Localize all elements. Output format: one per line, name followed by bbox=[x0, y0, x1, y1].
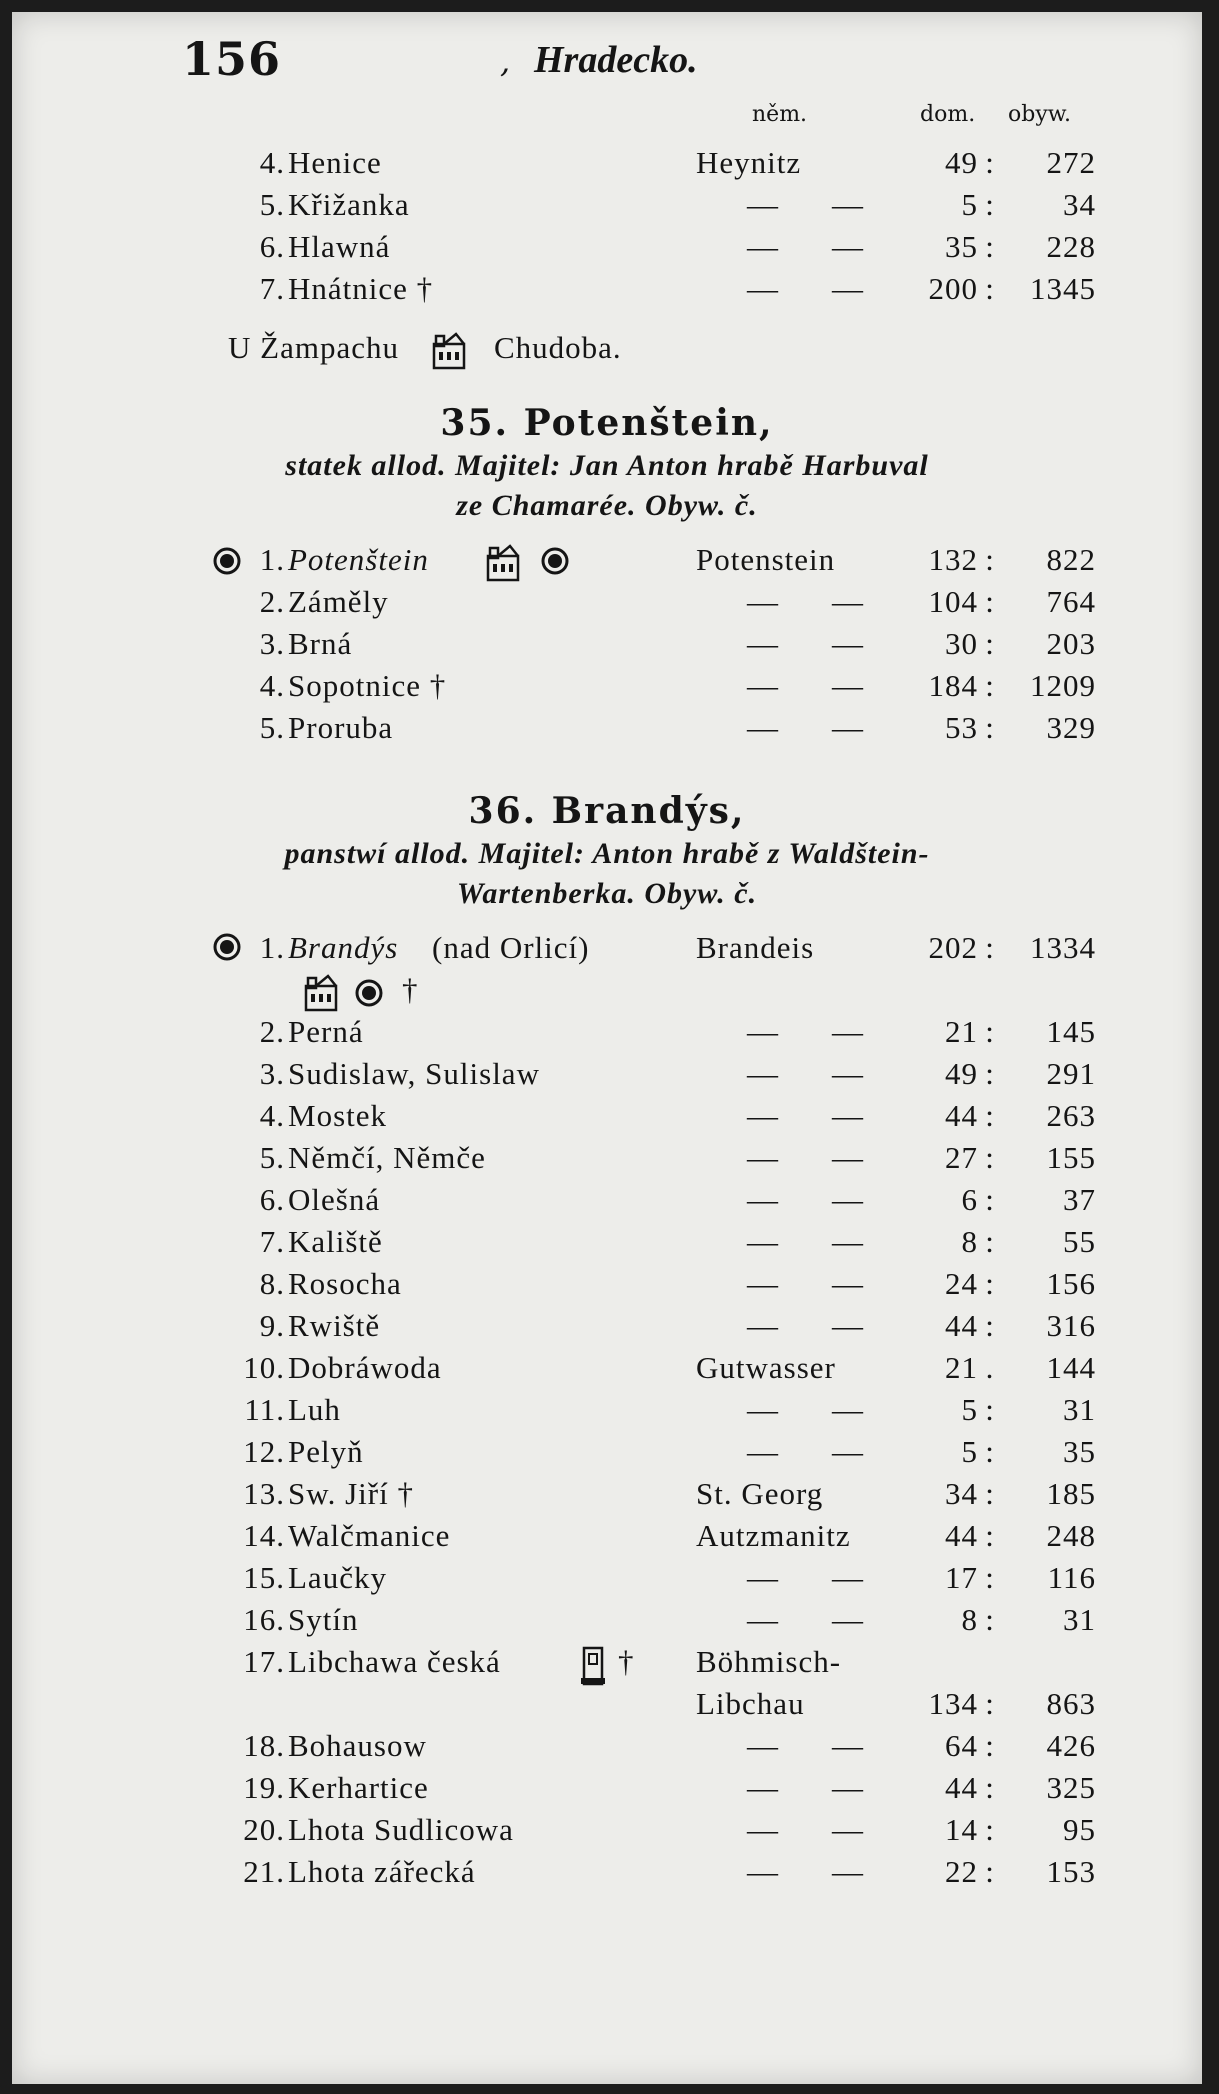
house-count: 44 bbox=[945, 1098, 978, 1133]
place-name: Brná bbox=[288, 626, 353, 661]
house-count: 27 bbox=[945, 1140, 978, 1175]
row-number: 17. bbox=[243, 1644, 285, 1679]
table-row: 3. Sudislaw, Sulislaw — — 49 291 : bbox=[12, 1056, 1202, 1096]
row-number: 21. bbox=[243, 1854, 285, 1889]
place-name: Dobráwoda bbox=[288, 1350, 442, 1385]
row-number: 12. bbox=[243, 1434, 285, 1469]
ditto-mark: — bbox=[832, 1434, 864, 1469]
population: 145 bbox=[1046, 1014, 1096, 1049]
row-number: 9. bbox=[259, 1308, 285, 1343]
population: 153 bbox=[1046, 1854, 1096, 1889]
castle-icon bbox=[484, 542, 522, 590]
place-name: Proruba bbox=[288, 710, 394, 745]
row-number: 15. bbox=[243, 1560, 285, 1595]
row-number: 3. bbox=[259, 626, 285, 661]
ditto-mark: — bbox=[747, 1728, 779, 1763]
table-row: 7. Hnátnice † — — 200 1345 : bbox=[12, 271, 1202, 311]
place-name: Brandýs bbox=[288, 930, 399, 965]
place-name: Sudislaw, Sulislaw bbox=[288, 1056, 540, 1091]
house-count: 14 bbox=[945, 1812, 978, 1847]
population: 34 bbox=[1063, 187, 1096, 222]
table-row: 2. Perná — — 21 145 : bbox=[12, 1014, 1202, 1054]
house-count: 8 bbox=[961, 1224, 978, 1259]
book-page bbox=[12, 12, 1202, 2084]
ditto-mark: — bbox=[747, 1854, 779, 1889]
place-name: Mostek bbox=[288, 1098, 387, 1133]
row-number: 1. bbox=[259, 930, 285, 965]
ditto-mark: — bbox=[832, 1182, 864, 1217]
population: 37 bbox=[1063, 1182, 1096, 1217]
table-row: 11. Luh — — 5 31 : bbox=[12, 1392, 1202, 1432]
row-number: 4. bbox=[259, 1098, 285, 1133]
ditto-mark: — bbox=[747, 1098, 779, 1133]
population: 325 bbox=[1046, 1770, 1096, 1805]
german-name: Heynitz bbox=[696, 145, 802, 180]
section-36-title: 36. Brandýs, bbox=[468, 790, 746, 832]
population: 1334 bbox=[1030, 930, 1096, 965]
table-row: 4. Henice Heynitz 49 272 : bbox=[12, 145, 1202, 185]
ditto-mark: — bbox=[832, 1140, 864, 1175]
table-row: 14. Walčmanice Autzmanitz 44 248 : bbox=[12, 1518, 1202, 1558]
ditto-mark: — bbox=[832, 1392, 864, 1427]
house-count: 200 bbox=[928, 271, 978, 306]
house-count: 104 bbox=[928, 584, 978, 619]
column-head-houses: dom. bbox=[920, 102, 976, 127]
row-number: 8. bbox=[259, 1266, 285, 1301]
ditto-mark: — bbox=[747, 1812, 779, 1847]
section-36-desc-line1: panstwí allod. Majitel: Anton hrabě z Waldštein- bbox=[284, 837, 930, 870]
house-count: 134 bbox=[928, 1686, 978, 1721]
ditto-mark: — bbox=[747, 1014, 779, 1049]
table-row: 5. Křižanka — — 5 34 : bbox=[12, 187, 1202, 227]
house-count: 44 bbox=[945, 1770, 978, 1805]
row-number: 1. bbox=[259, 542, 285, 577]
house-count: 49 bbox=[945, 145, 978, 180]
place-name: Křižanka bbox=[288, 187, 410, 222]
ditto-mark: — bbox=[747, 710, 779, 745]
house-count: 44 bbox=[945, 1518, 978, 1553]
row-number: 19. bbox=[243, 1770, 285, 1805]
table-row: 15. Laučky — — 17 116 : bbox=[12, 1560, 1202, 1600]
row-number: 14. bbox=[243, 1518, 285, 1553]
house-count: 17 bbox=[945, 1560, 978, 1595]
ditto-mark: — bbox=[747, 187, 779, 222]
row-number: 7. bbox=[259, 271, 285, 306]
population: 55 bbox=[1063, 1224, 1096, 1259]
place-name: Walčmanice bbox=[288, 1518, 451, 1553]
ditto-mark: — bbox=[832, 1602, 864, 1637]
zampach-note bbox=[12, 330, 1202, 370]
row-number: 5. bbox=[259, 1140, 285, 1175]
ditto-mark: — bbox=[832, 1728, 864, 1763]
ditto-mark: — bbox=[747, 229, 779, 264]
table-row bbox=[12, 1350, 1202, 1390]
population: 35 bbox=[1063, 1434, 1096, 1469]
house-count: 44 bbox=[945, 1308, 978, 1343]
house-count: 202 bbox=[928, 930, 978, 965]
population: 116 bbox=[1047, 1560, 1096, 1595]
house-count: 8 bbox=[961, 1602, 978, 1637]
population: 95 bbox=[1063, 1812, 1096, 1847]
population: 144 bbox=[1046, 1350, 1096, 1385]
population: 329 bbox=[1046, 710, 1096, 745]
population: 316 bbox=[1046, 1308, 1096, 1343]
ditto-mark: — bbox=[832, 1770, 864, 1805]
ditto-mark: — bbox=[747, 584, 779, 619]
table-row: 4. Mostek — — 44 263 : bbox=[12, 1098, 1202, 1138]
place-name: Sopotnice † bbox=[288, 668, 447, 703]
population: 31 bbox=[1063, 1392, 1096, 1427]
german-name: Libchau bbox=[696, 1686, 805, 1721]
table-row: 18. Bohausow — — 64 426 : bbox=[12, 1728, 1202, 1768]
row-number: 18. bbox=[243, 1728, 285, 1763]
population: 203 bbox=[1046, 626, 1096, 661]
german-name: Brandeis bbox=[696, 930, 815, 965]
ditto-mark: — bbox=[747, 1602, 779, 1637]
castle-icon bbox=[430, 330, 468, 378]
place-name: Kaliště bbox=[288, 1224, 383, 1259]
ditto-mark: — bbox=[832, 271, 864, 306]
castle-icon bbox=[302, 972, 340, 1020]
table-row: 16. Sytín — — 8 31 : bbox=[12, 1602, 1202, 1642]
table-row: 3. Brná — — 30 203 : bbox=[12, 626, 1202, 666]
note-prefix: U Žampachu bbox=[228, 330, 399, 365]
table-row: 7. Kaliště — — 8 55 : bbox=[12, 1224, 1202, 1264]
table-row: 1. Potenštein Potenstein 132 822 : bbox=[12, 542, 1202, 582]
place-name-suffix: (nad Orlicí) bbox=[432, 930, 590, 965]
house-count: 132 bbox=[928, 542, 978, 577]
house-count: 21 bbox=[945, 1014, 978, 1049]
ditto-mark: — bbox=[832, 1812, 864, 1847]
ditto-mark: — bbox=[832, 229, 864, 264]
place-name: Kerhartice bbox=[288, 1770, 429, 1805]
ditto-mark: — bbox=[832, 1056, 864, 1091]
house-count: 24 bbox=[945, 1266, 978, 1301]
row-number: 13. bbox=[243, 1476, 285, 1511]
separator: . bbox=[985, 1350, 995, 1385]
ditto-mark: — bbox=[747, 1560, 779, 1595]
row-number: 20. bbox=[243, 1812, 285, 1847]
house-count: 5 bbox=[961, 1392, 978, 1427]
table-row: 4. Sopotnice † — — 184 1209 : bbox=[12, 668, 1202, 708]
table-row: Libchau 134 863 : bbox=[696, 1686, 1096, 1721]
place-name: Sw. Jiří † bbox=[288, 1476, 414, 1511]
population: 822 bbox=[1046, 542, 1096, 577]
ditto-mark: — bbox=[832, 1224, 864, 1259]
table-row: 8. Rosocha — — 24 156 : bbox=[12, 1266, 1202, 1306]
row-number: 10. bbox=[243, 1350, 285, 1385]
table-row bbox=[12, 1644, 1202, 1684]
house-count: 21 bbox=[945, 1350, 978, 1385]
table-row: 6. Olešná — — 6 37 : bbox=[12, 1182, 1202, 1222]
ditto-mark: — bbox=[832, 1854, 864, 1889]
house-count: 34 bbox=[945, 1476, 978, 1511]
ditto-mark: — bbox=[832, 626, 864, 661]
ditto-mark: — bbox=[832, 1560, 864, 1595]
german-name: Potenstein bbox=[696, 542, 836, 577]
table-row: 12. Pelyň — — 5 35 : bbox=[12, 1434, 1202, 1474]
ditto-mark: — bbox=[832, 710, 864, 745]
population: 863 bbox=[1046, 1686, 1096, 1721]
column-head-german: něm. bbox=[752, 102, 808, 127]
ditto-mark: — bbox=[832, 1014, 864, 1049]
place-name: Záměly bbox=[288, 584, 389, 619]
table-row: 1. Brandýs (nad Orlicí) Brandeis 202 : 1334 bbox=[12, 930, 1202, 970]
market-icon bbox=[212, 546, 242, 584]
ditto-mark: — bbox=[832, 584, 864, 619]
church-cross: † bbox=[402, 972, 419, 1007]
row-number: 4. bbox=[259, 145, 285, 180]
ditto-mark: — bbox=[747, 1140, 779, 1175]
church-cross: † bbox=[618, 1644, 635, 1679]
table-row: 13. Sw. Jiří † St. Georg 34 185 : bbox=[12, 1476, 1202, 1516]
ditto-mark: — bbox=[832, 1308, 864, 1343]
ditto-mark: — bbox=[747, 1308, 779, 1343]
row-number: 16. bbox=[243, 1602, 285, 1637]
population: 156 bbox=[1046, 1266, 1096, 1301]
ditto-mark: — bbox=[747, 1392, 779, 1427]
ditto-mark: — bbox=[747, 1056, 779, 1091]
population: 426 bbox=[1046, 1728, 1096, 1763]
section-35-desc-line1: statek allod. Majitel: Jan Anton hrabě Harbuval bbox=[285, 449, 929, 482]
market-icon bbox=[540, 546, 570, 584]
population: 1345 bbox=[1030, 271, 1096, 306]
place-name: Pelyň bbox=[288, 1434, 364, 1469]
place-name: Rwiště bbox=[288, 1308, 381, 1343]
row1-symbols bbox=[12, 972, 1202, 1012]
ditto-mark: — bbox=[832, 187, 864, 222]
population: 228 bbox=[1046, 229, 1096, 264]
row-number: 6. bbox=[259, 1182, 285, 1217]
table-row: 2. Záměly — — 104 764 : bbox=[12, 584, 1202, 624]
market-icon bbox=[354, 978, 384, 1016]
row-number: 2. bbox=[259, 1014, 285, 1049]
population: 263 bbox=[1046, 1098, 1096, 1133]
row-number: 2. bbox=[259, 584, 285, 619]
house-count: 49 bbox=[945, 1056, 978, 1091]
place-name: Sytín bbox=[288, 1602, 359, 1637]
place-name: Libchawa česká bbox=[288, 1644, 501, 1679]
table-row: 20. Lhota Sudlicowa — — 14 95 : bbox=[12, 1812, 1202, 1852]
table-row: 19. Kerhartice — — 44 325 : bbox=[12, 1770, 1202, 1810]
section-36-desc-line2: Wartenberka. Obyw. č. bbox=[456, 877, 758, 910]
ditto-mark: — bbox=[747, 271, 779, 306]
house-count: 30 bbox=[945, 626, 978, 661]
section-35-desc-line2: ze Chamarée. Obyw. č. bbox=[456, 489, 758, 522]
population: 764 bbox=[1046, 584, 1096, 619]
german-name: Autzmanitz bbox=[696, 1518, 851, 1553]
place-name: Bohausow bbox=[288, 1728, 427, 1763]
house-count: 5 bbox=[961, 1434, 978, 1469]
place-name: Němčí, Němče bbox=[288, 1140, 486, 1175]
place-name: Potenštein bbox=[288, 542, 429, 577]
place-name: Perná bbox=[288, 1014, 364, 1049]
house-count: 35 bbox=[945, 229, 978, 264]
german-name: Böhmisch- bbox=[696, 1644, 842, 1679]
population: 31 bbox=[1063, 1602, 1096, 1637]
ditto-mark: — bbox=[747, 1182, 779, 1217]
row-number: 5. bbox=[259, 710, 285, 745]
note-suffix: Chudoba. bbox=[494, 330, 622, 365]
place-name: Lhota Sudlicowa bbox=[288, 1812, 514, 1847]
column-head-inhabitants: obyw. bbox=[1008, 102, 1071, 127]
row-number: 3. bbox=[259, 1056, 285, 1091]
table-row: 5. Proruba — — 53 329 : bbox=[12, 710, 1202, 750]
population: 185 bbox=[1046, 1476, 1096, 1511]
table-row: 5. Němčí, Němče — — 27 155 : bbox=[12, 1140, 1202, 1180]
population: 272 bbox=[1046, 145, 1096, 180]
ditto-mark: — bbox=[747, 668, 779, 703]
population: 155 bbox=[1046, 1140, 1096, 1175]
ditto-mark: — bbox=[832, 1098, 864, 1133]
german-name: Gutwasser bbox=[696, 1350, 836, 1385]
header-comma: , bbox=[500, 42, 511, 80]
place-name: Henice bbox=[288, 145, 382, 180]
row-number: 5. bbox=[259, 187, 285, 222]
row-number: 7. bbox=[259, 1224, 285, 1259]
ditto-mark: — bbox=[747, 1770, 779, 1805]
place-name: Luh bbox=[288, 1392, 341, 1427]
row-number: 11. bbox=[244, 1392, 285, 1427]
place-name: Olešná bbox=[288, 1182, 381, 1217]
place-name: Rosocha bbox=[288, 1266, 402, 1301]
house-count: 22 bbox=[945, 1854, 978, 1889]
ditto-mark: — bbox=[832, 668, 864, 703]
region-title: Hradecko. bbox=[534, 39, 698, 81]
population: 1209 bbox=[1030, 668, 1096, 703]
german-name: St. Georg bbox=[696, 1476, 824, 1511]
house-count: 53 bbox=[945, 710, 978, 745]
ditto-mark: — bbox=[747, 1266, 779, 1301]
row-number: 6. bbox=[259, 229, 285, 264]
table-row: 9. Rwiště — — 44 316 : bbox=[12, 1308, 1202, 1348]
table-row: 6. Hlawná — — 35 228 : bbox=[12, 229, 1202, 269]
page-number: 156 bbox=[182, 32, 282, 86]
ditto-mark: — bbox=[747, 1224, 779, 1259]
house-count: 64 bbox=[945, 1728, 978, 1763]
place-name: Hnátnice † bbox=[288, 271, 434, 306]
place-name: Lhota zářecká bbox=[288, 1854, 476, 1889]
ditto-mark: — bbox=[747, 626, 779, 661]
ditto-mark: — bbox=[747, 1434, 779, 1469]
table-row: 21. Lhota zářecká — — 22 153 : bbox=[12, 1854, 1202, 1894]
house-count: 5 bbox=[961, 187, 978, 222]
section-35-title: 35. Potenštein, bbox=[440, 402, 774, 444]
population: 248 bbox=[1046, 1518, 1096, 1553]
place-name: Hlawná bbox=[288, 229, 391, 264]
population: 291 bbox=[1046, 1056, 1096, 1091]
house-count: 6 bbox=[961, 1182, 978, 1217]
house-count: 184 bbox=[928, 668, 978, 703]
row-number: 4. bbox=[259, 668, 285, 703]
ditto-mark: — bbox=[832, 1266, 864, 1301]
place-name: Laučky bbox=[288, 1560, 387, 1595]
